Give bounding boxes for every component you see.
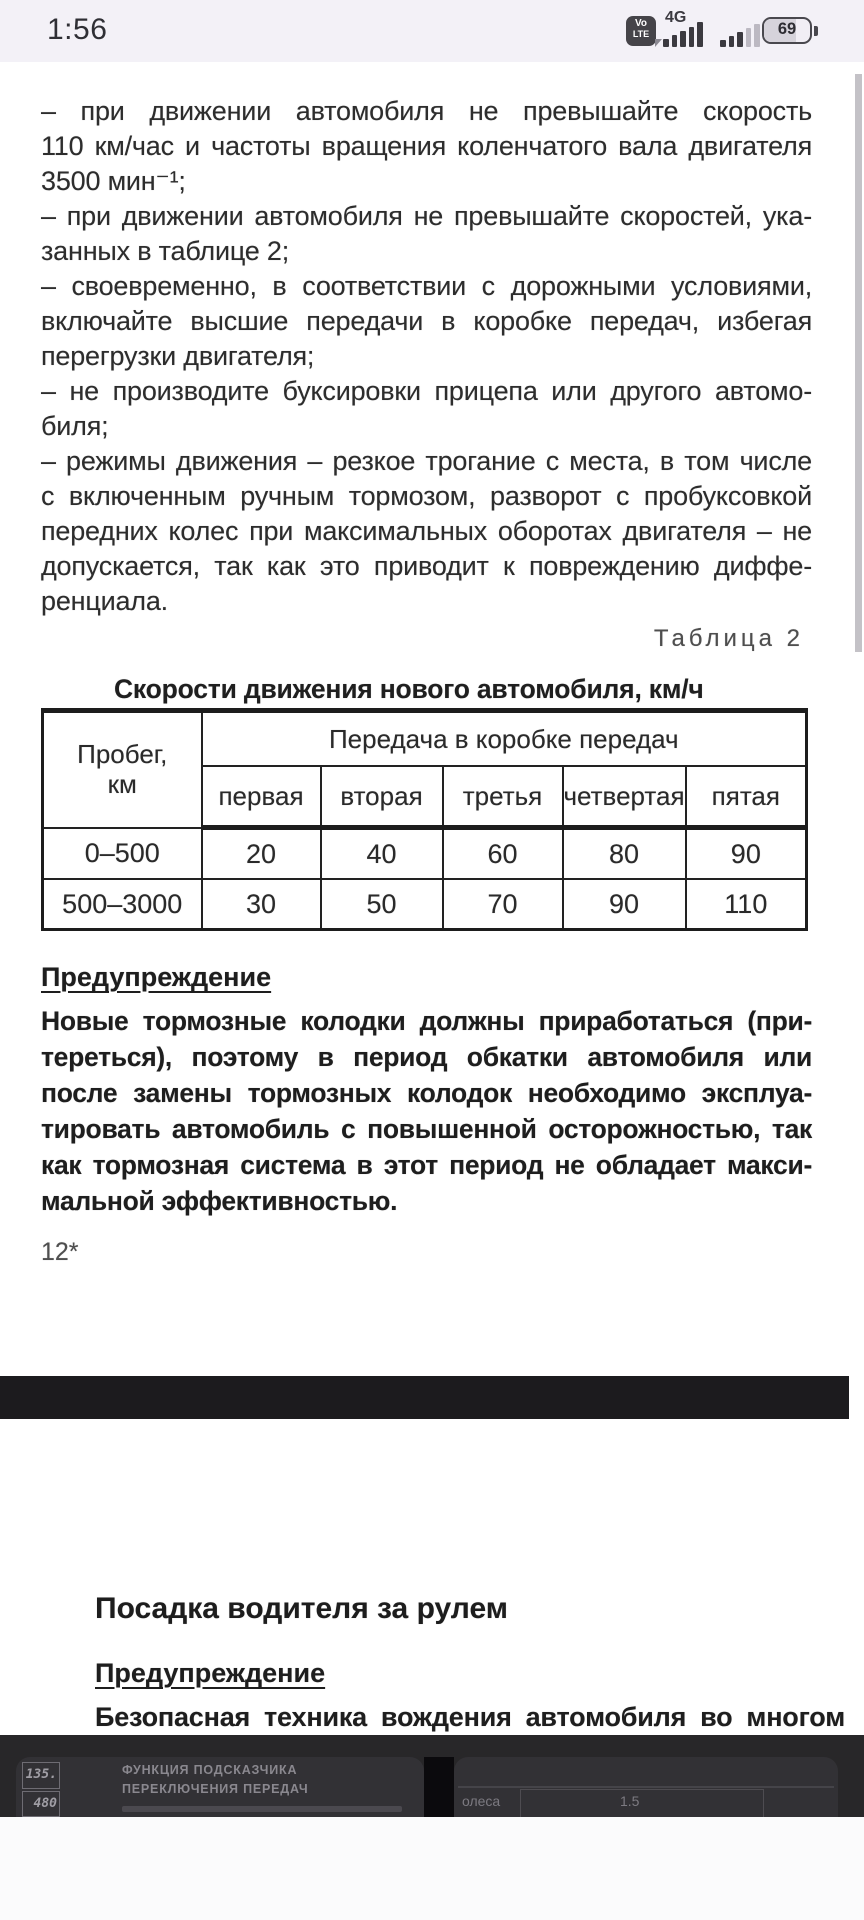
mileage-header: Пробег, км	[43, 711, 202, 828]
page-number: 12*	[41, 1238, 79, 1266]
warning-title: Предупреждение	[95, 1658, 326, 1688]
text-line: как тормозная система в этот период не обладает макси-	[41, 1150, 812, 1180]
battery-percent: 69	[777, 20, 797, 38]
battery-icon	[762, 17, 812, 44]
speed-cell: 70	[443, 879, 563, 930]
text-line: – при движении автомобиля не превышайте скорость	[41, 96, 812, 126]
gearbox-group-header: Передача в коробке передач	[202, 711, 807, 767]
signal-indicator-icon	[655, 39, 662, 47]
gear-header: четвертая	[563, 766, 686, 828]
text-line: 3500 мин⁻¹;	[41, 166, 186, 196]
mileage-cell: 0–500	[43, 828, 202, 880]
speed-cell: 90	[686, 828, 807, 880]
warning-title: Предупреждение	[41, 962, 272, 992]
gauge-display-icon: 135.	[22, 1762, 60, 1789]
text-line: тировать автомобиль с повышенной осторожностью, так	[41, 1114, 812, 1144]
table-row	[43, 879, 807, 930]
text-line: включайте высшие передачи в коробке передач, избегая	[41, 306, 812, 336]
volte-icon: Vo LTE	[626, 16, 656, 46]
table-row	[43, 828, 807, 880]
network-type-label: 4G	[665, 9, 687, 26]
android-nav-bar	[0, 1817, 864, 1920]
signal-bars-sim2-icon	[720, 21, 762, 47]
speed-cell: 80	[563, 828, 686, 880]
gear-header: третья	[443, 766, 563, 828]
text-line: – режимы движения – резкое трогание с места, в том числе	[41, 446, 812, 476]
text-line: перегрузки двигателя;	[41, 341, 315, 371]
page-separator	[0, 1376, 849, 1419]
speed-cell: 110	[686, 879, 807, 930]
text-line: передних колес при максимальных оборотах двигателя – не	[41, 516, 812, 546]
speeds-table	[41, 708, 808, 931]
thumbnail-heading: ПЕРЕКЛЮЧЕНИЯ ПЕРЕДАЧ	[122, 1782, 309, 1796]
speed-cell: 50	[321, 879, 443, 930]
speed-cell: 90	[563, 879, 686, 930]
page1-paragraphs	[41, 96, 812, 621]
thumbnail-text: 1.5	[620, 1793, 640, 1809]
text-line: мальной эффективностью.	[41, 1186, 398, 1216]
gauge-display-icon: 480	[22, 1791, 60, 1817]
warning-paragraph	[41, 1006, 812, 1222]
clock: 1:56	[47, 13, 108, 46]
thumbnail-heading: ФУНКЦИЯ ПОДСКАЗЧИКА	[122, 1763, 298, 1777]
gear-header: вторая	[321, 766, 443, 828]
speed-cell: 20	[202, 828, 321, 880]
status-bar	[0, 0, 864, 62]
thumbnail-text: олеса	[462, 1793, 501, 1809]
signal-bars-sim1-icon	[663, 21, 705, 47]
page-scrollbar[interactable]	[855, 74, 862, 652]
text-line: после замены тормозных колодок необходимо эксплуа-	[41, 1078, 812, 1108]
battery-terminal	[814, 26, 818, 36]
gear-header: пятая	[686, 766, 807, 828]
speed-cell: 30	[202, 879, 321, 930]
speed-cell: 60	[443, 828, 563, 880]
text-line: Безопасная техника вождения автомобиля во многом	[95, 1702, 845, 1732]
text-line: с включенным ручным тормозом, разворот с пробуксовкой	[41, 481, 812, 511]
text-line: биля;	[41, 411, 109, 441]
table-title: Скорости движения нового автомобиля, км/ч	[114, 674, 704, 704]
thumbnail-text-blur	[122, 1806, 402, 1812]
text-line: тереться), поэтому в период обкатки автомобиля или	[41, 1042, 812, 1072]
text-line: – при движении автомобиля не превышайте скоростей, ука-	[41, 201, 812, 231]
section-heading: Посадка водителя за рулем	[95, 1592, 508, 1625]
text-line: – не производите буксировки прицепа или другого автомо-	[41, 376, 812, 406]
text-line: Новые тормозные колодки должны приработаться (при-	[41, 1006, 812, 1036]
text-line: – своевременно, в соответствии с дорожными условиями,	[41, 271, 812, 301]
mileage-cell: 500–3000	[43, 879, 202, 930]
table-caption: Таблица 2	[653, 625, 804, 652]
thumbnail-table-cell	[520, 1789, 764, 1817]
gear-header: первая	[202, 766, 321, 828]
text-line: ренциала.	[41, 586, 168, 616]
text-line: 110 км/час и частоты вращения коленчатого вала двигателя	[41, 131, 812, 161]
thumbnail-page-edge	[458, 1786, 834, 1788]
text-line: допускается, так как это приводит к повреждению диффе-	[41, 551, 812, 581]
text-line: занных в таблице 2;	[41, 236, 290, 266]
speed-cell: 40	[321, 828, 443, 880]
thumbnail-gap	[424, 1757, 454, 1817]
